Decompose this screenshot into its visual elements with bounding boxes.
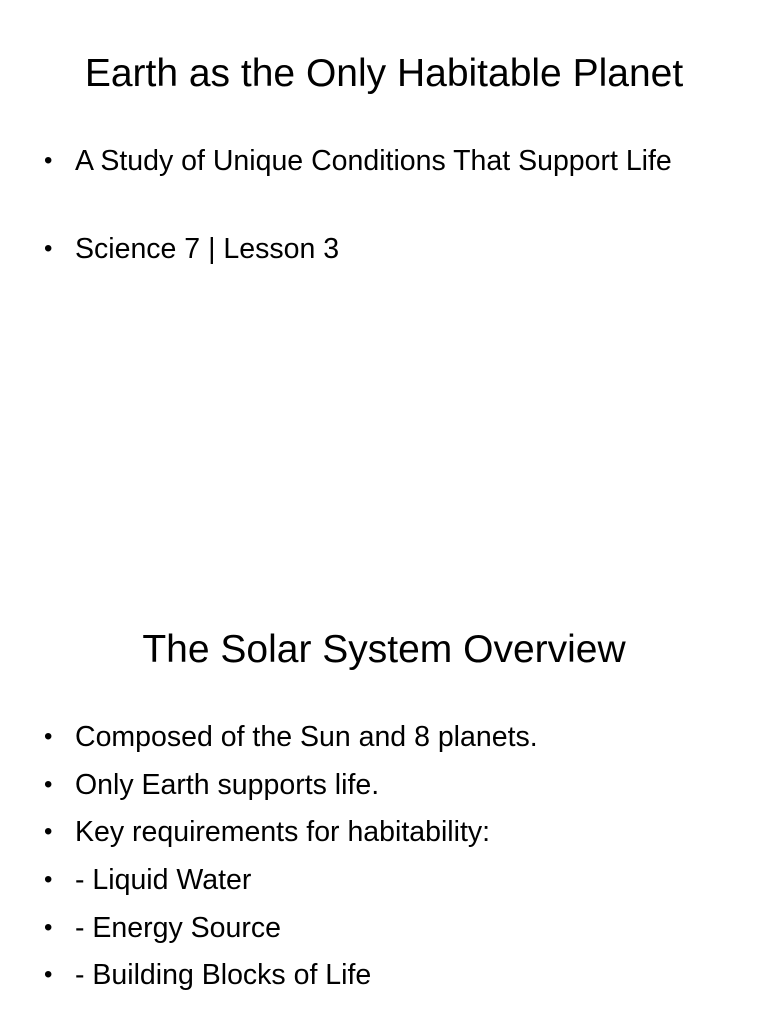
bullet-dot-icon: •	[44, 818, 53, 845]
bullet-text: A Study of Unique Conditions That Support Life	[75, 145, 672, 177]
bullet-text: Key requirements for habitability:	[75, 816, 491, 848]
bullet-text: - Building Blocks of Life	[75, 959, 372, 991]
bullet-dot-icon: •	[44, 866, 53, 893]
bullet-item	[44, 140, 684, 182]
bullet-dot-icon: •	[44, 723, 53, 750]
bullet-text: Science 7 | Lesson 3	[75, 233, 340, 265]
bullet-dot-icon: •	[44, 961, 53, 988]
slide-2	[0, 576, 768, 1024]
bullet-dot-icon: •	[44, 914, 53, 941]
bullet-text: Composed of the Sun and 8 planets.	[75, 721, 538, 753]
bullet-item	[44, 764, 684, 806]
bullet-dot-icon: •	[44, 147, 53, 174]
bullet-dot-icon: •	[44, 771, 53, 798]
slide-title: The Solar System Overview	[142, 628, 626, 671]
bullet-item	[44, 859, 684, 901]
bullet-text: Only Earth supports life.	[75, 769, 380, 801]
bullet-item	[44, 954, 684, 996]
bullet-item	[44, 228, 684, 270]
bullet-text: - Liquid Water	[75, 864, 252, 896]
bullet-item	[44, 811, 684, 853]
slide-title: Earth as the Only Habitable Planet	[84, 52, 684, 95]
bullet-item	[44, 716, 684, 758]
bullet-dot-icon: •	[44, 235, 53, 262]
bullet-text: - Energy Source	[75, 912, 281, 944]
bullet-item	[44, 907, 684, 949]
